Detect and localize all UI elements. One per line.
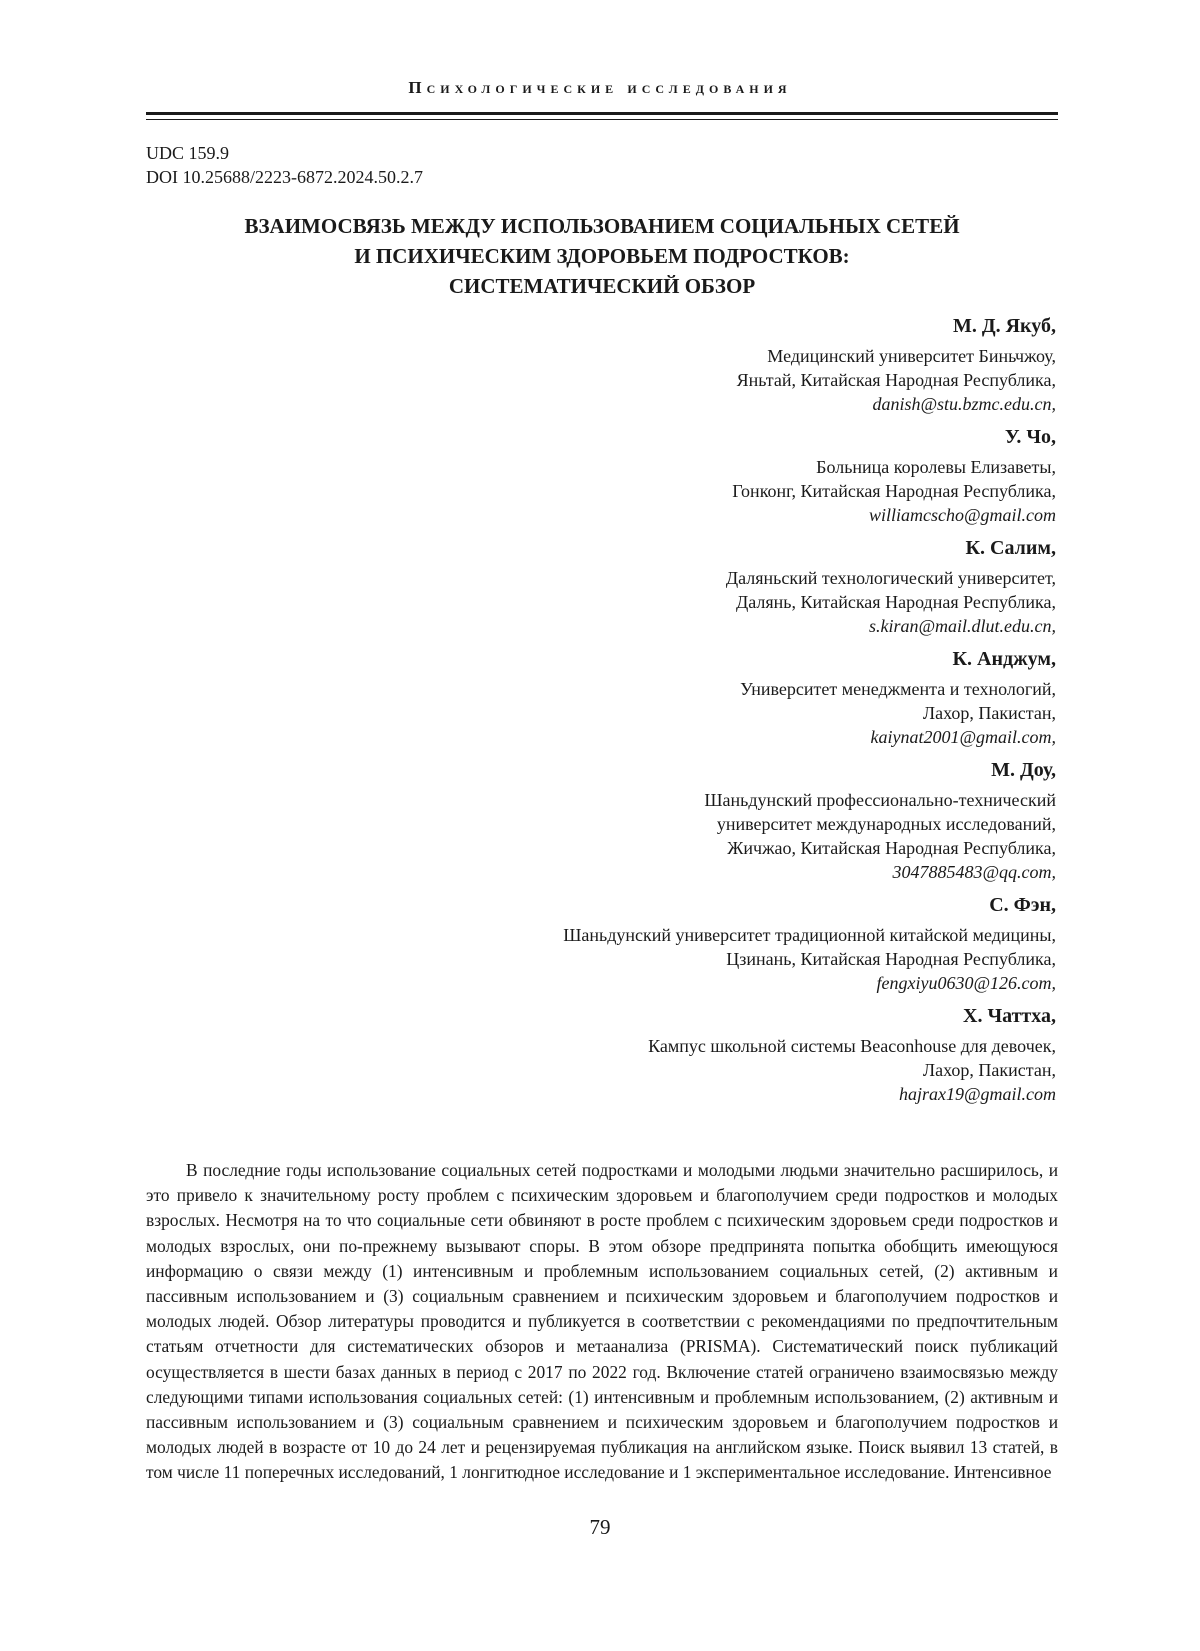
author-affiliation: Гонконг, Китайская Народная Республика, (732, 481, 1056, 501)
author-name: К. Салим, (965, 537, 1056, 559)
author-block (356, 535, 1056, 638)
author-email[interactable]: fengxiyu0630@126.com, (876, 973, 1056, 993)
doi: DOI 10.25688/2223-6872.2024.50.2.7 (146, 167, 423, 187)
author-affiliation: Больница королевы Елизаветы, (816, 457, 1056, 477)
author-name: У. Чо, (1004, 426, 1056, 448)
running-header: Психологические исследования (408, 78, 792, 97)
author-affiliation: Лахор, Пакистан, (922, 703, 1056, 723)
author-email[interactable]: danish@stu.bzmc.edu.cn, (872, 394, 1056, 414)
header-rule-thin (146, 119, 1058, 120)
abstract-paragraph: В последние годы использование социальных сетей подростками и молодыми людьми значительно расширилось, и это привело к значительному росту проблем с психическим здоровьем и благополучием среди подростков и молодых взрослых. Несмотря на то что социальные сети обвиняют в росте проблем с психическим здоровьем среди подростков и молодых взрослых, они по-прежнему вызывают споры. В этом обзоре предпринята попытка обобщить имеющуюся информацию о связи между (1) интенсивным и проблемным использованием социальных сетей, (2) активным и пассивным использованием и (3) социальным сравнением и психическим здоровьем и благополучием подростков и молодых людей. Обзор литературы проводится и публикуется в соответствии с рекомендациями по предпочтительным статьям отчетности для систематических обзоров и метаанализа (PRISMA). Систематический поиск публикаций осуществляется в шести базах данных в период с 2017 по 2022 год. Включение статей ограничено взаимосвязью между следующими типами использования социальных сетей: (1) интенсивным и проблемным использованием, (2) активным и пассивным использованием и (3) социальным сравнением и психическим здоровьем и благополучием подростков и молодых людей в возрасте от 10 до 24 лет и рецензируемая публикация на английском языке. Поиск выявил 13 статей, в том числе 11 поперечных исследований, 1 лонгитюдное исследование и 1 экспериментальное исследование. Интенсивное (146, 1160, 1058, 1483)
author-affiliation: Даляньский технологический университет, (725, 568, 1056, 588)
author-block (356, 646, 1056, 749)
article-meta (146, 141, 423, 189)
author-name: Х. Чаттха, (963, 1005, 1056, 1027)
author-email[interactable]: kaiynat2001@gmail.com, (870, 727, 1056, 747)
author-affiliation: Яньтай, Китайская Народная Республика, (736, 370, 1056, 390)
author-block (356, 757, 1056, 884)
author-affiliation: Лахор, Пакистан, (922, 1060, 1056, 1080)
author-block (356, 424, 1056, 527)
author-email[interactable]: 3047885483@qq.com, (892, 862, 1056, 882)
title-line-2: И ПСИХИЧЕСКИМ ЗДОРОВЬЕМ ПОДРОСТКОВ: (354, 244, 850, 268)
author-affiliation: Шаньдунский профессионально-технический (704, 790, 1056, 810)
page-number: 79 (589, 1515, 611, 1539)
author-block (356, 313, 1056, 416)
author-affiliation: Кампус школьной системы Beaconhouse для девочек, (648, 1036, 1056, 1056)
title-line-1: ВЗАИМОСВЯЗЬ МЕЖДУ ИСПОЛЬЗОВАНИЕМ СОЦИАЛЬНЫХ СЕТЕЙ (244, 214, 960, 238)
author-email[interactable]: hajrax19@gmail.com (898, 1084, 1056, 1104)
author-email[interactable]: s.kiran@mail.dlut.edu.cn, (868, 616, 1056, 636)
author-affiliation: Жичжао, Китайская Народная Республика, (727, 838, 1056, 858)
author-name: К. Анджум, (952, 648, 1056, 670)
author-affiliation: Медицинский университет Биньчжоу, (767, 346, 1056, 366)
author-affiliation: Далянь, Китайская Народная Республика, (735, 592, 1056, 612)
author-list (356, 313, 1056, 1114)
article-title (146, 211, 1058, 301)
author-affiliation: университет международных исследований, (716, 814, 1056, 834)
author-affiliation: Университет менеджмента и технологий, (740, 679, 1056, 699)
author-name: М. Доу, (991, 759, 1056, 781)
author-block (356, 1003, 1056, 1106)
author-email[interactable]: williamcscho@gmail.com (868, 505, 1056, 525)
udc-code: UDC 159.9 (146, 143, 230, 163)
author-affiliation: Цзинань, Китайская Народная Республика, (726, 949, 1056, 969)
author-name: С. Фэн, (989, 894, 1056, 916)
author-affiliation: Шаньдунский университет традиционной китайской медицины, (563, 925, 1056, 945)
author-name: М. Д. Якуб, (952, 315, 1056, 337)
header-rule-thick (146, 112, 1058, 115)
author-block (356, 892, 1056, 995)
title-line-3: СИСТЕМАТИЧЕСКИЙ ОБЗОР (448, 274, 756, 298)
